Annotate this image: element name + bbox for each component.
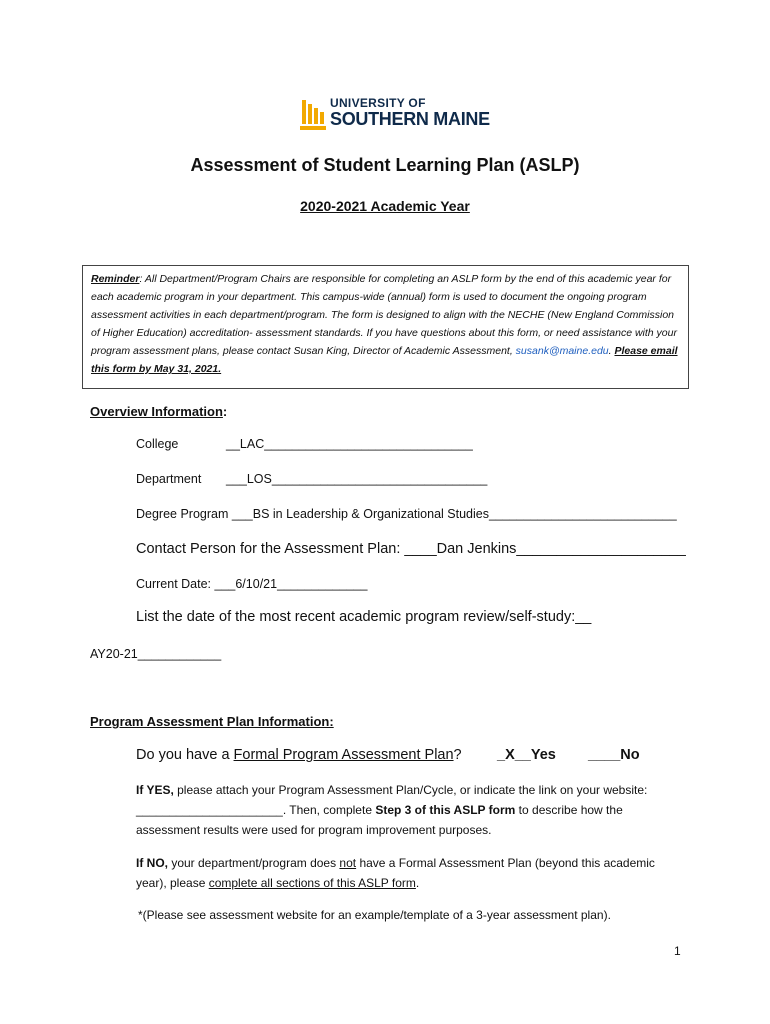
- if-no-paragraph: [136, 853, 681, 893]
- if-no-text-3: .: [415, 876, 420, 890]
- formal-plan-term: Formal Program Assessment Plan: [233, 747, 454, 763]
- reminder-box: [82, 265, 689, 389]
- college-label: College: [136, 437, 179, 451]
- review-date-answer[interactable]: AY20-21____________: [90, 647, 222, 661]
- page-number: 1: [674, 944, 681, 958]
- if-yes-paragraph: [136, 780, 681, 840]
- template-note: *(Please see assessment website for an example/template of a 3-year assessment plan).: [138, 908, 611, 922]
- if-no-label: If NO,: [136, 856, 168, 870]
- logo-lighthouse-icon: [300, 98, 326, 132]
- degree-program-field[interactable]: Degree Program ___BS in Leadership & Organizational Studies___________________________: [136, 507, 677, 521]
- question-suffix: ?: [453, 747, 462, 763]
- not-emphasis: not: [339, 856, 357, 870]
- contact-person-field[interactable]: Contact Person for the Assessment Plan: ____Dan Jenkins_____________________: [136, 541, 686, 557]
- page-title: Assessment of Student Learning Plan (ASLP): [190, 155, 580, 175]
- overview-heading-colon: :: [222, 404, 228, 419]
- college-field[interactable]: __LAC______________________________: [226, 437, 473, 451]
- reminder-text: : All Department/Program Chairs are responsible for completing an ASLP form by the end of this academic year for each academic program in your department. This campus-wide (annual) form is used to document the ongoing program assessment activities in each department/program. The form is designed to align with the NECHE (New England Commission of Higher Education) accreditation- assessment standards. If you have questions about this form, or need assistance with your program assessment plans, please contact Susan King, Director of Academic Assessment,: [91, 273, 677, 357]
- overview-heading-text: Overview Information: [90, 404, 223, 419]
- no-option[interactable]: ____No: [588, 747, 640, 763]
- program-plan-heading: [90, 714, 334, 729]
- step3-reference: Step 3 of this ASLP form: [375, 803, 516, 817]
- complete-all-sections: complete all sections of this ASLP form: [208, 876, 416, 890]
- yes-option[interactable]: _X__Yes: [497, 747, 556, 763]
- formal-plan-question: [136, 747, 462, 763]
- question-prefix: Do you have a: [136, 747, 234, 763]
- department-label: Department: [136, 472, 202, 486]
- academic-year-subtitle: 2020-2021 Academic Year: [300, 198, 470, 214]
- program-plan-heading-text: Program Assessment Plan Information:: [90, 714, 334, 729]
- if-yes-label: If YES,: [136, 783, 174, 797]
- if-yes-text: please attach your Program Assessment Plan/Cycle, or indicate the link on your website: ______________________. Then, complete: [136, 783, 648, 817]
- logo-line-1: UNIVERSITY OF: [330, 96, 426, 110]
- reminder-label: Reminder: [91, 273, 140, 285]
- review-date-question[interactable]: List the date of the most recent academic program review/self-study:__: [136, 609, 592, 625]
- overview-heading: [90, 404, 227, 419]
- reminder-deadline: Please email this form by May 31, 2021.: [91, 345, 678, 375]
- reminder-text-2: .: [608, 345, 615, 357]
- if-yes-text-2: to describe how the assessment results were used for program improvement purposes.: [136, 803, 623, 837]
- current-date-field[interactable]: Current Date: ___6/10/21_____________: [136, 577, 368, 591]
- university-logo: [300, 96, 490, 136]
- logo-line-2: SOUTHERN MAINE: [330, 109, 490, 129]
- if-no-text: your department/program does: [168, 856, 340, 870]
- contact-email-link[interactable]: susank@maine.edu: [515, 345, 609, 357]
- if-no-text-2: have a Formal Assessment Plan (beyond this academic year), please: [136, 856, 655, 890]
- department-field[interactable]: ___LOS_______________________________: [226, 472, 488, 486]
